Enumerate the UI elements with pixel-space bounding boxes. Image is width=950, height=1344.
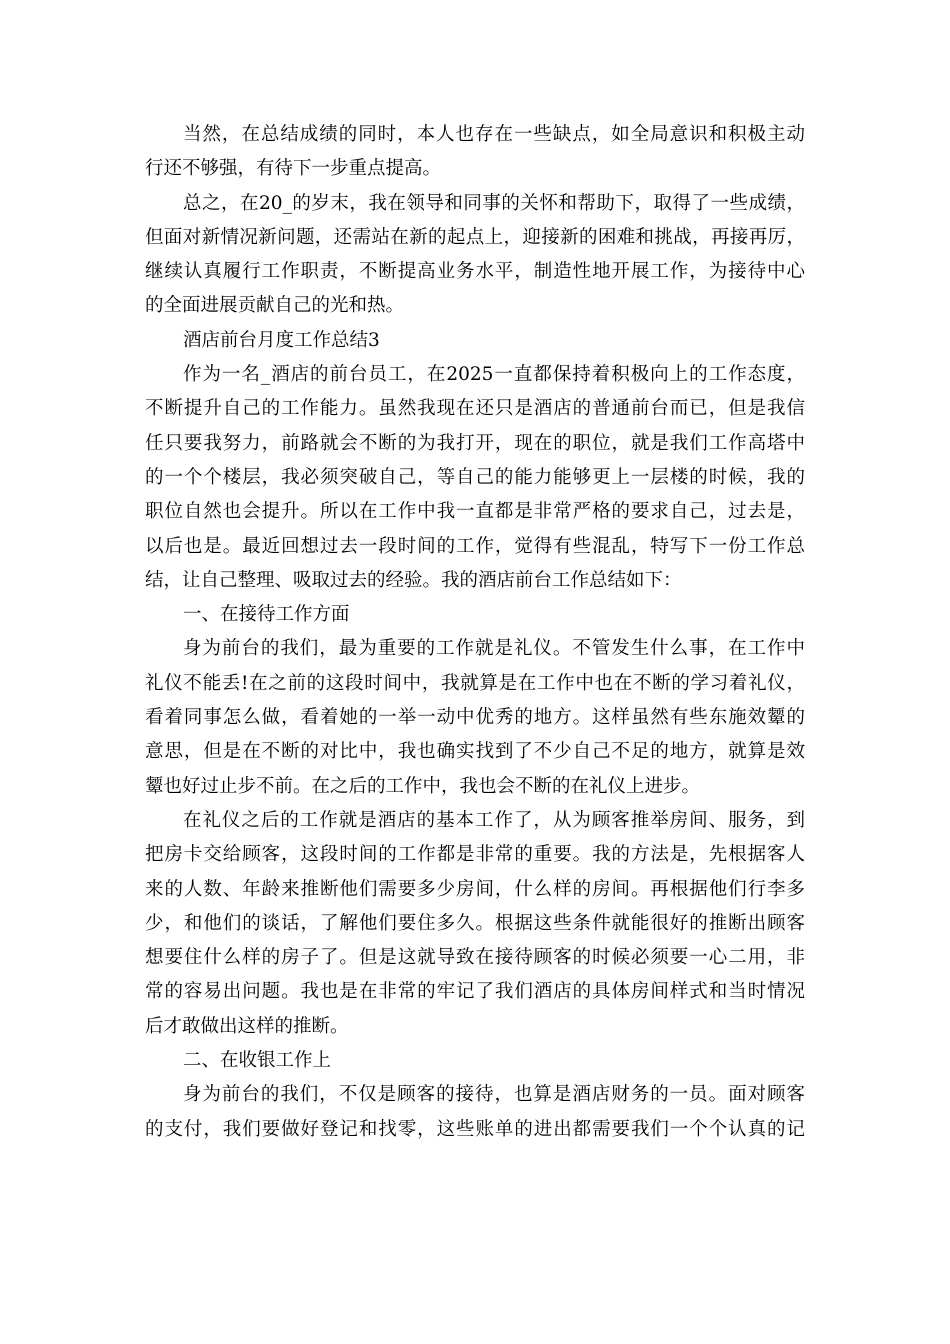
text-line: 身为前台的我们，最为重要的工作就是礼仪。不管发生什么事，在工作中: [183, 638, 805, 660]
text-line: 颦也好过止步不前。在之后的工作中，我也会不断的在礼仪上进步。: [145, 775, 701, 797]
text-line: 酒店前台月度工作总结3: [183, 329, 380, 351]
text-line: 礼仪不能丢!在之前的这段时间中，我就算是在工作中也在不断的学习着礼仪，: [145, 672, 805, 694]
text-line: 的全面进展贡献自己的光和热。: [145, 295, 405, 317]
text-line: 意思，但是在不断的对比中，我也确实找到了不少自己不足的地方，就算是效: [145, 741, 805, 763]
text-line: 任只要我努力，前路就会不断的为我打开，现在的职位，就是我们工作高塔中: [145, 432, 805, 454]
text-line: 的支付，我们要做好登记和找零，这些账单的进出都需要我们一个个认真的记: [145, 1118, 805, 1140]
text-line: 当然，在总结成绩的同时，本人也存在一些缺点，如全局意识和积极主动: [183, 124, 805, 145]
text-line: 二、在收银工作上: [183, 1050, 332, 1072]
text-line: 职位自然也会提升。所以在工作中我一直都是非常严格的要求自己，过去是，: [145, 501, 805, 523]
text-line: 把房卡交给顾客，这段时间的工作都是非常的重要。我的方法是，先根据客人: [145, 844, 805, 866]
text-line: 不断提升自己的工作能力。虽然我现在还只是酒店的普通前台而已，但是我信: [145, 398, 805, 420]
text-line: 想要住什么样的房子了。但是这就导致在接待顾客的时候必须要一心二用，非: [145, 947, 805, 969]
text-line: 的一个个楼层，我必须突破自己，等自己的能力能够更上一层楼的时候，我的: [145, 466, 805, 488]
text-line: 总之，在20_的岁末，我在领导和同事的关怀和帮助下，取得了一些成绩，: [183, 192, 805, 214]
text-line: 看着同事怎么做，看着她的一举一动中优秀的地方。这样虽然有些东施效颦的: [145, 707, 805, 729]
text-line: 但面对新情况新问题，还需站在新的起点上，迎接新的困难和挑战，再接再厉，: [145, 226, 805, 248]
text-line: 身为前台的我们，不仅是顾客的接待，也算是酒店财务的一员。面对顾客: [183, 1084, 805, 1106]
text-line: 结，让自己整理、吸取过去的经验。我的酒店前台工作总结如下：: [145, 569, 682, 591]
text-line: 少，和他们的谈话，了解他们要住多久。根据这些条件就能很好的推断出顾客: [145, 912, 805, 934]
text-line: 在礼仪之后的工作就是酒店的基本工作了，从为顾客推举房间、服务，到: [183, 809, 805, 831]
text-line: 常的容易出问题。我也是在非常的牢记了我们酒店的具体房间样式和当时情况: [145, 981, 805, 1003]
text-line: 继续认真履行工作职责，不断提高业务水平，制造性地开展工作，为接待中心: [145, 261, 805, 283]
text-line: 作为一名_酒店的前台员工，在2025一直都保持着积极向上的工作态度，: [183, 364, 805, 386]
text-line: 行还不够强，有待下一步重点提高。: [145, 158, 442, 180]
text-line: 后才敢做出这样的推断。: [145, 1015, 349, 1037]
text-line: 一、在接待工作方面: [183, 604, 350, 626]
document-page: [145, 118, 805, 1147]
text-line: 来的人数、年龄来推断他们需要多少房间，什么样的房间。再根据他们行李多: [145, 878, 805, 900]
text-line: 以后也是。最近回想过去一段时间的工作，觉得有些混乱，特写下一份工作总: [145, 535, 805, 557]
